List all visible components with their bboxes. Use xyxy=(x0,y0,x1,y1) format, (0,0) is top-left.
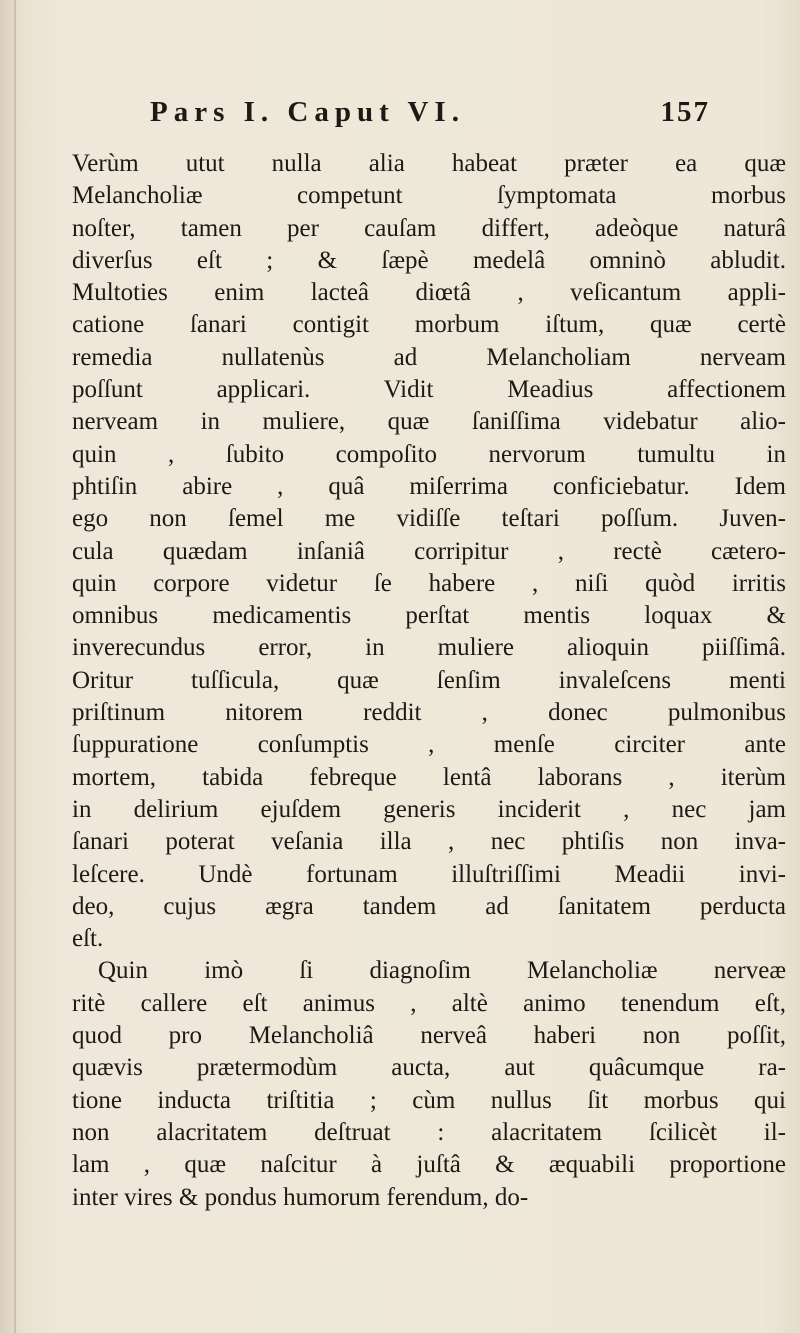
text-line: non alacritatem deſtruat : alacritatem ſcilicèt il- xyxy=(72,1118,786,1146)
binding-gutter xyxy=(14,0,16,1333)
text-line: Multoties enim lacteâ diœtâ , veſicantum appli- xyxy=(72,279,786,307)
running-head xyxy=(150,96,710,140)
text-line: Quin imò ſi diagnoſim Melancholiæ nerveæ xyxy=(98,957,786,985)
text-line: Oritur tuſſicula, quæ ſenſim invaleſcens menti xyxy=(72,666,786,694)
text-line: lam , quæ naſcitur à juſtâ & æquabili proportione xyxy=(72,1151,786,1179)
text-line: mortem, tabida febreque lentâ laborans , iterùm xyxy=(72,763,786,791)
text-line: poſſunt applicari. Vidit Meadius affectionem xyxy=(72,376,786,404)
text-line: ego non ſemel me vidiſſe teſtari poſſum. Juven- xyxy=(72,505,786,533)
text-line: eſt. xyxy=(72,925,104,953)
text-line: deo, cujus ægra tandem ad ſanitatem perducta xyxy=(72,892,786,920)
text-line: inter vires & pondus humorum ferendum, do- xyxy=(72,1183,529,1211)
text-line: phtiſin abire , quâ miſerrima conficiebatur. Idem xyxy=(72,472,786,500)
text-line: quod pro Melancholiâ nerveâ haberi non poſſit, xyxy=(72,1022,786,1050)
text-line: remedia nullatenùs ad Melancholiam nerveam xyxy=(72,343,786,371)
text-line: priſtinum nitorem reddit , donec pulmonibus xyxy=(72,699,786,727)
text-line: noſter, tamen per cauſam differt, adeòque naturâ xyxy=(72,214,786,242)
text-line: nerveam in muliere, quæ ſaniſſima videbatur alio- xyxy=(72,408,786,436)
text-line: ſanari poterat veſania illa , nec phtiſis non inva- xyxy=(72,828,786,856)
text-line: diverſus eſt ; & ſæpè medelâ omninò abludit. xyxy=(72,246,786,274)
text-line: quin corpore videtur ſe habere , niſi quòd irritis xyxy=(72,569,786,597)
text-line: catione ſanari contigit morbum iſtum, quæ certè xyxy=(72,311,786,339)
text-line: quævis prætermodùm aucta, aut quâcumque ra- xyxy=(72,1054,786,1082)
running-head-title: Pars I. Caput VI. xyxy=(150,96,465,128)
text-line: Melancholiæ competunt ſymptomata morbus xyxy=(72,182,786,210)
text-line: omnibus medicamentis perſtat mentis loquax & xyxy=(72,602,786,630)
body-text xyxy=(72,148,786,1214)
paragraph xyxy=(72,955,786,1213)
text-line: ritè callere eſt animus , altè animo tenendum eſt, xyxy=(72,989,786,1017)
paragraph xyxy=(72,148,786,955)
text-line: ſuppuratione conſumptis , menſe circiter ante xyxy=(72,731,786,759)
text-line: in delirium ejuſdem generis inciderit , nec jam xyxy=(72,795,786,823)
text-line: leſcere. Undè fortunam illuſtriſſimi Meadii invi- xyxy=(72,860,786,888)
text-line: inverecundus error, in muliere alioquin piiſſimâ. xyxy=(72,634,786,662)
page-number: 157 xyxy=(660,96,710,128)
text-line: quin , ſubito compoſito nervorum tumultu in xyxy=(72,440,786,468)
text-line: Verùm utut nulla alia habeat præter ea quæ xyxy=(72,150,786,177)
text-line: cula quædam inſaniâ corripitur , rectè cætero- xyxy=(72,537,786,565)
text-line: tione inducta triſtitia ; cùm nullus ſit morbus qui xyxy=(72,1086,786,1114)
